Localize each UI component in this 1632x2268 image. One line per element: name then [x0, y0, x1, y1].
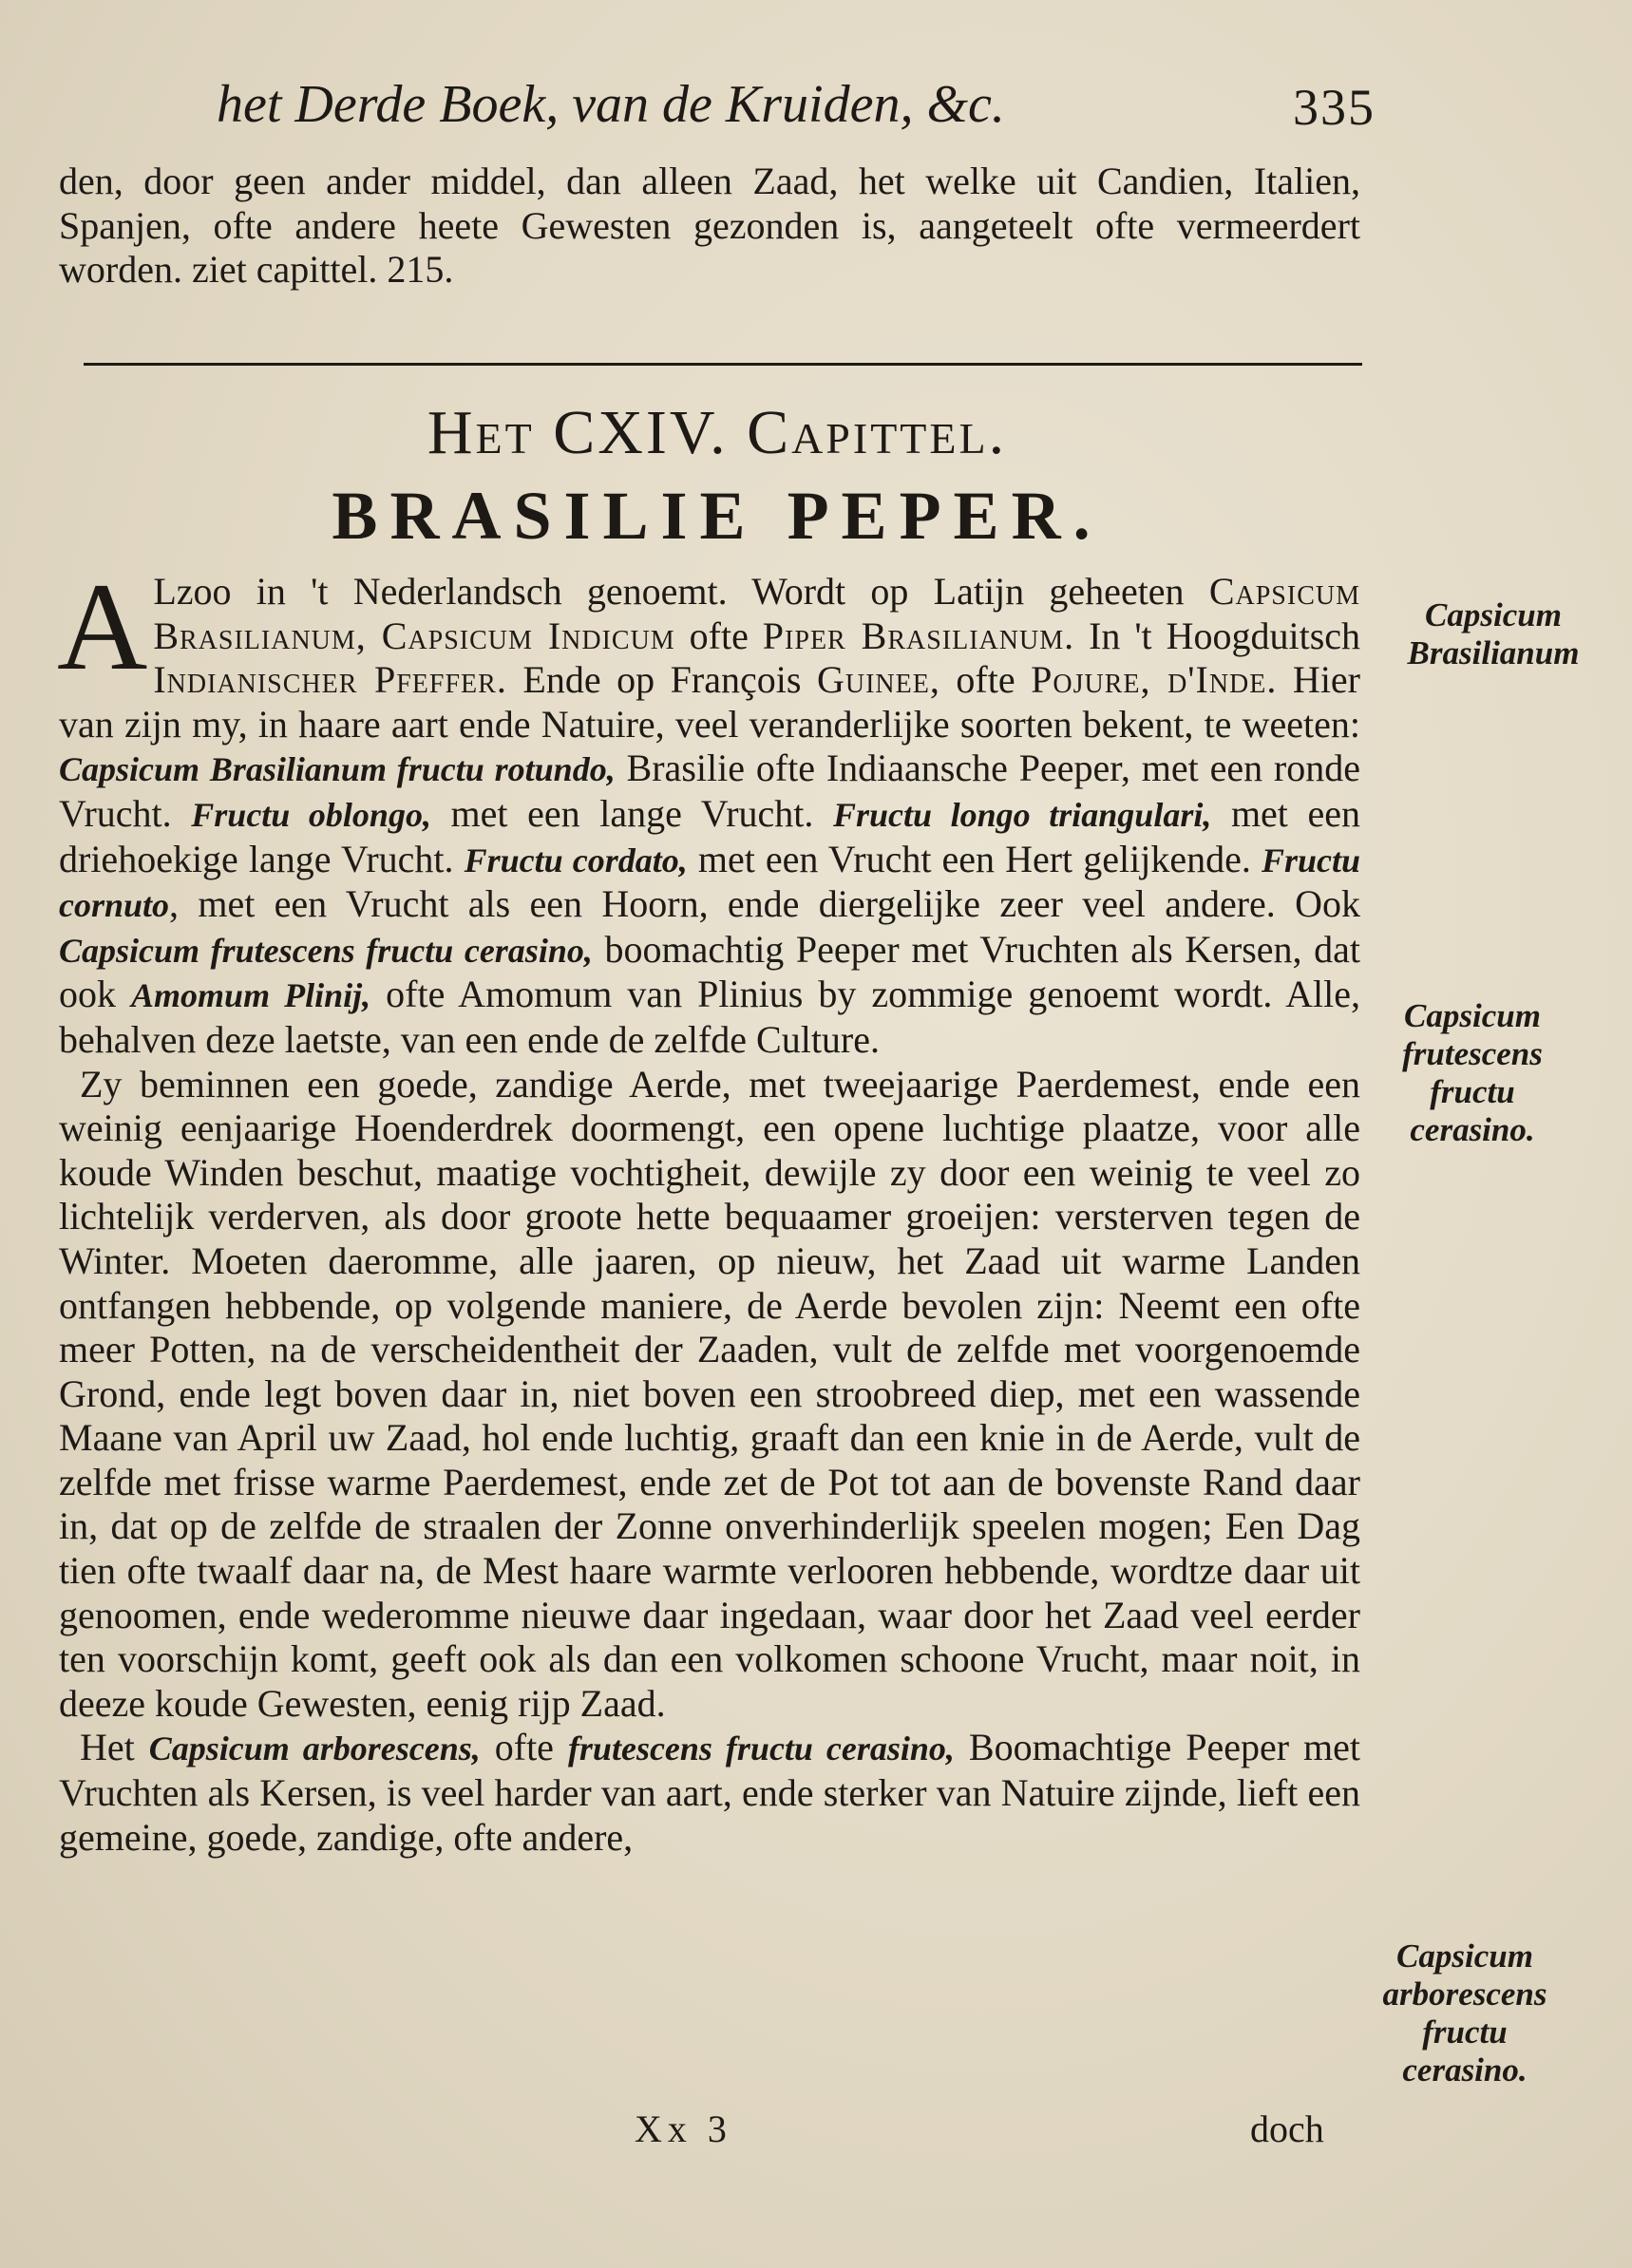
text-run: , met een Vrucht als een Hoorn, ende diergelijke zeer veel andere. Ook [169, 882, 1360, 926]
margin-note-3: Capsicum arborescens fructu cerasino. [1382, 1937, 1547, 2088]
intro-paragraph [59, 160, 1360, 293]
chapter-body [57, 557, 1361, 1860]
chapter-subject: BRASILIE PEPER. [332, 478, 1103, 554]
text-run: Boomachtige Peeper met Vruchten als Kersen, is veel harder van aart, ende sterker van Natuire zijnde, lieft een gemeine, goede, zandige, ofte andere, [59, 1726, 1360, 1859]
text-run: boomachtig Peeper met Vruchten als Kersen, dat ook [59, 927, 1361, 1016]
page-number: 335 [1293, 79, 1376, 136]
french-name: Pojure, d'Inde. [1031, 658, 1278, 702]
paragraph-1 [57, 557, 1361, 1063]
text-run: met een lange Vrucht. [430, 791, 833, 835]
latin-term: Amomum Plinij, [131, 976, 371, 1015]
text-run: Lzoo in 't Nederlandsch genoemt. Wordt op Latijn geheeten [153, 570, 1209, 613]
signature-mark: Xx 3 [635, 2107, 732, 2150]
text-run: ofte Amomum van Plinius by zommige genoemt wordt. Alle, behalven deze laetste, van een ende de zelfde Culture. [59, 973, 1361, 1061]
text-run: Zy beminnen een goede, zandige Aerde, met tweejaarige Paerdemest, ende een weinig eenjaarige Hoenderdrek doormengt, een opene luchtige plaatze, voor alle koude Winden beschut, maatige vochtigheit, dewijle zy door een weinig te veel zo lichtelijk verderven, als door groote hette bequaamer groeijen: versterven tegen de Winter. Moeten daeromme, alle jaaren, op nieuw, het Zaad uit warme Landen ontfangen hebbende, op volgende maniere, de Aerde bevolen zijn: Neemt een ofte meer Potten, na de verscheidentheit der Zaaden, vult de zelfde met voorgenoemde Grond, ende legt boven daar in, niet boven een stroobreed diep, met een wassende Maane van April uw Zaad, hol ende luchtig, graaft dan een knie in de Aerde, vult de zelfde met frisse warme Paerdemest, ende zet de Pot tot aan de bovenste Rand daar in, dat op de zelfde de straalen der Zonne onverhinderlijk speelen mogen; Een Dag tien ofte twaalf daar na, de Mest haare warmte verlooren hebbende, wordtze daar uit genoomen, ende wederomme nieuwe daar ingedaan, waar door het Zaad veel eerder ten voorschijn komt, geeft ook als dan een volkomen schoone Vrucht, maar noit, in deeze koude Gewesten, eenig rijp Zaad. [59, 1062, 1360, 1725]
drop-cap: A [57, 557, 148, 696]
latin-name: Piper Brasilianum. [762, 614, 1075, 657]
catchword: doch [1250, 2107, 1324, 2150]
section-divider [84, 363, 1362, 366]
paragraph-2 [59, 1063, 1360, 1727]
intro-text: den, door geen ander middel, dan alleen Zaad, het welke uit Candien, Italien, Spanjen, ofte andere heete Gewesten gezonden is, aangeteelt ofte vermeerdert worden. ziet capittel. 215. [59, 160, 1360, 292]
text-run: Brasilie ofte Indiaansche Peeper, met een ronde Vrucht. [59, 747, 1361, 835]
latin-term: Capsicum arborescens, [148, 1729, 481, 1768]
text-run: met een Vrucht een Hert gelijkende. [687, 837, 1262, 880]
latin-term: Capsicum frutescens fructu cerasino, [59, 931, 593, 970]
latin-term: Fructu longo triangulari, [833, 795, 1212, 834]
text-run: Ende op François [506, 658, 817, 702]
text-run: met een driehoekige lange Vrucht. [59, 791, 1361, 880]
latin-term: Capsicum Brasilianum fructu rotundo, [59, 750, 616, 789]
text-run: ofte [674, 614, 763, 657]
french-name: Guinee, [817, 658, 940, 702]
text-run: ofte [939, 658, 1032, 702]
latin-term: Fructu oblongo, [191, 795, 431, 834]
running-head [217, 74, 1376, 150]
running-title: het Derde Boek, van de Kruiden, &c. [217, 75, 1005, 134]
chapter-heading: Het CXIV. Capittel. [427, 398, 1008, 467]
latin-term: Fructu cordato, [464, 841, 688, 879]
paragraph-3 [59, 1726, 1360, 1860]
margin-note-1: Capsicum Brasilianum [1407, 596, 1580, 671]
page-footer [0, 2107, 1632, 2164]
german-name: Indianischer Pfeffer. [153, 658, 507, 702]
text-run: In 't Hoogduitsch [1074, 614, 1361, 657]
latin-name: Capsicum Brasilianum, Capsicum Indicum [153, 570, 1360, 657]
text-run: Het [80, 1726, 149, 1769]
latin-term: frutescens fructu cerasino, [567, 1729, 955, 1768]
margin-note-2: Capsicum frutescens fructu cerasino. [1402, 997, 1543, 1148]
text-run: ofte [480, 1726, 568, 1769]
latin-term: Fructu cornuto [59, 841, 1360, 925]
text-run: Hier van zijn my, in haare aart ende Natuire, veel veranderlijke soorten bekent, te weeten: [59, 658, 1361, 746]
